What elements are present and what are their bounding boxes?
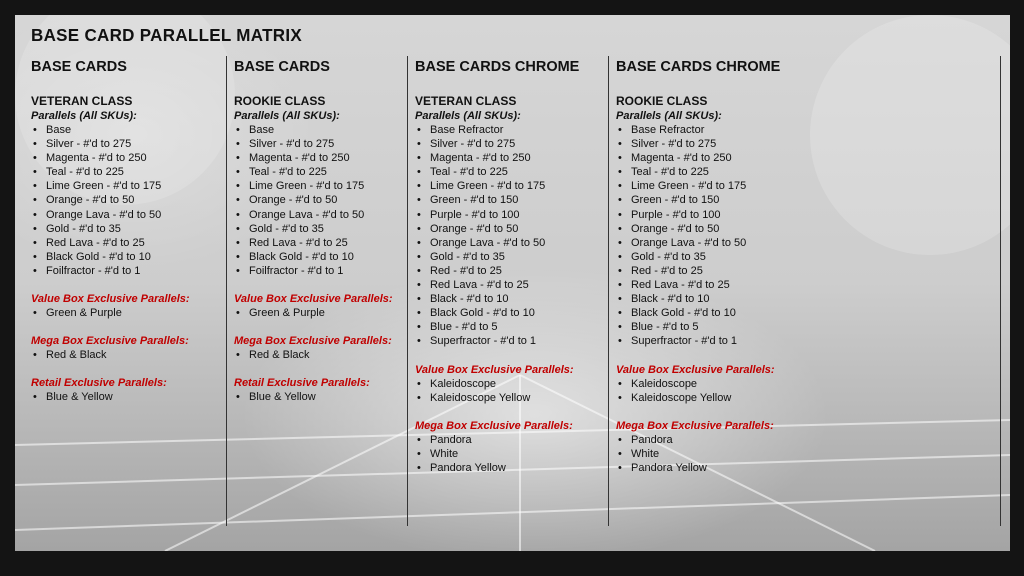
exclusive-list bbox=[616, 433, 780, 475]
exclusive-item: • Kaleidoscope Yellow bbox=[415, 391, 579, 405]
exclusive-list bbox=[234, 306, 393, 320]
parallel-item: • Purple - #'d to 100 bbox=[616, 208, 780, 222]
parallel-item: • Magenta - #'d to 250 bbox=[234, 151, 393, 165]
exclusive-heading: Value Box Exclusive Parallels: bbox=[616, 363, 775, 376]
column-divider bbox=[608, 56, 609, 526]
exclusive-item: • Green & Purple bbox=[31, 306, 190, 320]
parallel-item: • Red - #'d to 25 bbox=[616, 264, 780, 278]
parallels-list bbox=[415, 123, 579, 349]
class-heading: ROOKIE CLASS bbox=[234, 94, 326, 108]
exclusive-item: • Blue & Yellow bbox=[234, 390, 393, 404]
parallel-item: • Black Gold - #'d to 10 bbox=[415, 306, 579, 320]
exclusive-item: • Pandora Yellow bbox=[616, 461, 780, 475]
parallel-item: • Black - #'d to 10 bbox=[616, 292, 780, 306]
parallel-item: • Gold - #'d to 35 bbox=[616, 250, 780, 264]
parallel-item: • Green - #'d to 150 bbox=[415, 193, 579, 207]
exclusive-heading: Mega Box Exclusive Parallels: bbox=[616, 419, 774, 432]
exclusive-heading: Value Box Exclusive Parallels: bbox=[234, 293, 393, 306]
exclusive-heading: Retail Exclusive Parallels: bbox=[31, 377, 167, 390]
exclusive-item: • White bbox=[616, 447, 780, 461]
parallel-item: • Black - #'d to 10 bbox=[415, 292, 579, 306]
parallel-item: • Foilfractor - #'d to 1 bbox=[31, 264, 190, 278]
parallel-item: • Teal - #'d to 225 bbox=[234, 165, 393, 179]
parallel-item: • Silver - #'d to 275 bbox=[31, 137, 190, 151]
parallel-item: • Silver - #'d to 275 bbox=[415, 137, 579, 151]
exclusive-list bbox=[415, 377, 579, 405]
page-title: BASE CARD PARALLEL MATRIX bbox=[31, 25, 302, 46]
exclusive-item: • Pandora bbox=[415, 433, 579, 447]
parallel-item: • Purple - #'d to 100 bbox=[415, 208, 579, 222]
column-heading: BASE CARDS bbox=[31, 59, 127, 75]
parallels-list bbox=[234, 123, 393, 278]
slide-panel bbox=[15, 15, 1010, 551]
parallel-item: • Teal - #'d to 225 bbox=[31, 165, 190, 179]
parallel-item: • Superfractor - #'d to 1 bbox=[415, 334, 579, 348]
exclusive-item: • Pandora bbox=[616, 433, 780, 447]
parallel-item: • Magenta - #'d to 250 bbox=[616, 151, 780, 165]
parallel-item: • Gold - #'d to 35 bbox=[415, 250, 579, 264]
exclusive-item: • Kaleidoscope bbox=[616, 377, 780, 391]
exclusive-item: • Kaleidoscope bbox=[415, 377, 579, 391]
class-heading: VETERAN CLASS bbox=[31, 94, 133, 108]
class-heading: ROOKIE CLASS bbox=[616, 94, 708, 108]
exclusive-item: • Kaleidoscope Yellow bbox=[616, 391, 780, 405]
exclusive-list bbox=[234, 390, 393, 404]
exclusive-list bbox=[616, 377, 780, 405]
parallels-label: Parallels (All SKUs): bbox=[616, 110, 722, 122]
class-heading: VETERAN CLASS bbox=[415, 94, 517, 108]
exclusive-heading: Retail Exclusive Parallels: bbox=[234, 377, 370, 390]
column-heading: BASE CARDS CHROME bbox=[415, 59, 580, 75]
parallel-item: • Superfractor - #'d to 1 bbox=[616, 334, 780, 348]
exclusive-heading: Mega Box Exclusive Parallels: bbox=[234, 335, 392, 348]
exclusive-item: • Pandora Yellow bbox=[415, 461, 579, 475]
parallel-item: • Foilfractor - #'d to 1 bbox=[234, 264, 393, 278]
column-divider bbox=[407, 56, 408, 526]
parallel-item: • Black Gold - #'d to 10 bbox=[31, 250, 190, 264]
parallel-item: • Base Refractor bbox=[415, 123, 579, 137]
parallel-item: • Red Lava - #'d to 25 bbox=[234, 236, 393, 250]
parallel-item: • Silver - #'d to 275 bbox=[616, 137, 780, 151]
parallel-item: • Orange - #'d to 50 bbox=[616, 222, 780, 236]
column-divider bbox=[1000, 56, 1001, 526]
exclusive-list bbox=[415, 433, 579, 475]
parallel-item: • Orange Lava - #'d to 50 bbox=[415, 236, 579, 250]
exclusive-list bbox=[31, 390, 190, 404]
parallel-item: • Orange Lava - #'d to 50 bbox=[234, 208, 393, 222]
parallel-item: • Red - #'d to 25 bbox=[415, 264, 579, 278]
parallel-item: • Red Lava - #'d to 25 bbox=[31, 236, 190, 250]
parallel-item: • Red Lava - #'d to 25 bbox=[415, 278, 579, 292]
parallel-item: • Lime Green - #'d to 175 bbox=[234, 179, 393, 193]
column-chrome-veteran bbox=[415, 59, 579, 475]
parallel-item: • Orange - #'d to 50 bbox=[31, 193, 190, 207]
exclusive-heading: Mega Box Exclusive Parallels: bbox=[415, 419, 573, 432]
parallel-item: • Magenta - #'d to 250 bbox=[415, 151, 579, 165]
parallel-item: • Teal - #'d to 225 bbox=[616, 165, 780, 179]
parallel-item: • Lime Green - #'d to 175 bbox=[616, 179, 780, 193]
parallel-item: • Lime Green - #'d to 175 bbox=[415, 179, 579, 193]
parallel-item: • Black Gold - #'d to 10 bbox=[234, 250, 393, 264]
parallel-item: • Magenta - #'d to 250 bbox=[31, 151, 190, 165]
parallel-item: • Red Lava - #'d to 25 bbox=[616, 278, 780, 292]
exclusive-item: • White bbox=[415, 447, 579, 461]
parallel-item: • Blue - #'d to 5 bbox=[616, 320, 780, 334]
parallels-label: Parallels (All SKUs): bbox=[415, 110, 521, 122]
parallels-label: Parallels (All SKUs): bbox=[234, 110, 340, 122]
column-base-veteran bbox=[31, 59, 190, 404]
parallel-item: • Silver - #'d to 275 bbox=[234, 137, 393, 151]
parallel-item: • Gold - #'d to 35 bbox=[31, 222, 190, 236]
exclusive-list bbox=[31, 348, 190, 362]
exclusive-list bbox=[234, 348, 393, 362]
exclusive-list bbox=[31, 306, 190, 320]
exclusive-item: • Green & Purple bbox=[234, 306, 393, 320]
parallels-list bbox=[31, 123, 190, 278]
column-base-rookie bbox=[234, 59, 393, 404]
column-chrome-rookie bbox=[616, 59, 780, 475]
parallel-item: • Orange - #'d to 50 bbox=[415, 222, 579, 236]
parallel-item: • Gold - #'d to 35 bbox=[234, 222, 393, 236]
parallel-item: • Green - #'d to 150 bbox=[616, 193, 780, 207]
parallel-item: • Orange Lava - #'d to 50 bbox=[31, 208, 190, 222]
parallel-item: • Lime Green - #'d to 175 bbox=[31, 179, 190, 193]
parallel-item: • Base Refractor bbox=[616, 123, 780, 137]
parallel-item: • Orange - #'d to 50 bbox=[234, 193, 393, 207]
exclusive-heading: Value Box Exclusive Parallels: bbox=[31, 293, 190, 306]
parallels-label: Parallels (All SKUs): bbox=[31, 110, 137, 122]
parallel-item: • Blue - #'d to 5 bbox=[415, 320, 579, 334]
parallel-item: • Black Gold - #'d to 10 bbox=[616, 306, 780, 320]
parallel-item: • Teal - #'d to 225 bbox=[415, 165, 579, 179]
parallel-item: • Base bbox=[31, 123, 190, 137]
parallel-item: • Base bbox=[234, 123, 393, 137]
parallel-item: • Orange Lava - #'d to 50 bbox=[616, 236, 780, 250]
exclusive-item: • Red & Black bbox=[31, 348, 190, 362]
column-heading: BASE CARDS bbox=[234, 59, 330, 75]
parallels-list bbox=[616, 123, 780, 349]
column-heading: BASE CARDS CHROME bbox=[616, 59, 781, 75]
exclusive-item: • Blue & Yellow bbox=[31, 390, 190, 404]
exclusive-heading: Mega Box Exclusive Parallels: bbox=[31, 335, 189, 348]
exclusive-heading: Value Box Exclusive Parallels: bbox=[415, 363, 574, 376]
exclusive-item: • Red & Black bbox=[234, 348, 393, 362]
column-divider bbox=[226, 56, 227, 526]
